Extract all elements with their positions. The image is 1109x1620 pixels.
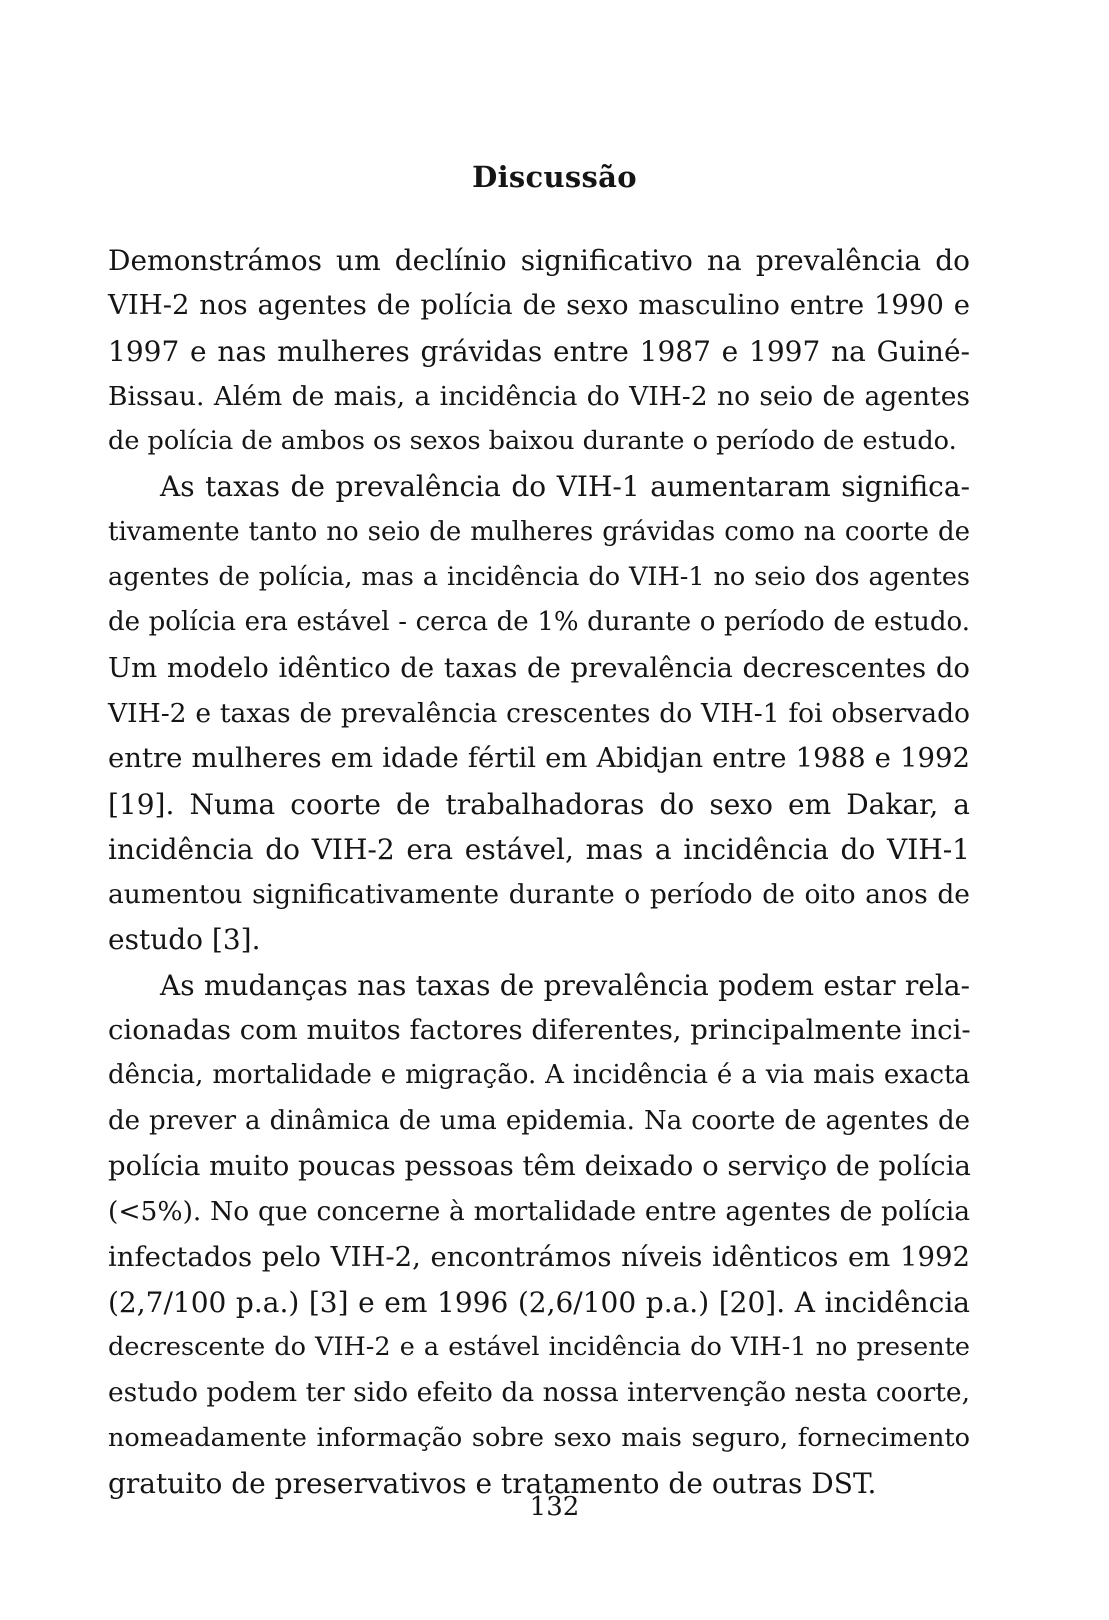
text-line: (<5%). No que concerne à mortalidade entre agentes de polícia bbox=[108, 1196, 970, 1228]
text-line: As mudanças nas taxas de prevalência podem estar rela- bbox=[160, 968, 970, 1002]
text-line: nomeadamente informação sobre sexo mais seguro, fornecimento bbox=[108, 1422, 970, 1453]
text-line: dência, mortalidade e migração. A incidência é a via mais exacta bbox=[108, 1060, 970, 1091]
text-line: incidência do VIH-2 era estável, mas a incidência do VIH-1 bbox=[108, 832, 970, 866]
text-line: 1997 e nas mulheres grávidas entre 1987 e 1997 na Guiné- bbox=[108, 334, 970, 368]
text-line: Bissau. Além de mais, a incidência do VIH-2 no seio de agentes bbox=[108, 380, 970, 412]
text-line: Demonstrámos um declínio significativo na prevalência do bbox=[108, 244, 970, 277]
text-line: gratuito de preservativos e tratamento de outras DST. bbox=[108, 1467, 877, 1501]
text-line: polícia muito poucas pessoas têm deixado o serviço de polícia bbox=[108, 1149, 971, 1182]
text-line: estudo podem ter sido efeito da nossa intervenção nesta coorte, bbox=[108, 1377, 970, 1409]
text-line: VIH-2 e taxas de prevalência crescentes do VIH-1 foi observado bbox=[108, 697, 970, 729]
text-line: de polícia de ambos os sexos baixou durante o período de estudo. bbox=[108, 426, 957, 457]
text-line: de prever a dinâmica de uma epidemia. Na coorte de agentes de bbox=[108, 1105, 970, 1136]
text-line: As taxas de prevalência do VIH-1 aumentaram significa- bbox=[160, 470, 970, 504]
section-heading: Discussão bbox=[472, 160, 637, 194]
text-line: infectados pelo VIH-2, encontrámos níveis idênticos em 1992 bbox=[108, 1240, 970, 1273]
text-line: (2,7/100 p.a.) [3] e em 1996 (2,6/100 p.a.) [20]. A incidência bbox=[108, 1285, 970, 1319]
text-line: cionadas com muitos factores diferentes, principalmente inci- bbox=[108, 1014, 971, 1047]
text-line: entre mulheres em idade fértil em Abidjan entre 1988 e 1992 bbox=[108, 742, 970, 775]
text-line: VIH-2 nos agentes de polícia de sexo masculino entre 1990 e bbox=[108, 289, 970, 322]
text-line: de polícia era estável - cerca de 1% durante o período de estudo. bbox=[108, 607, 970, 638]
page-number: 132 bbox=[529, 1492, 580, 1522]
text-line: Um modelo idêntico de taxas de prevalência decrescentes do bbox=[108, 651, 970, 684]
text-line: tivamente tanto no seio de mulheres grávidas como na coorte de bbox=[108, 516, 970, 547]
body-text bbox=[108, 238, 970, 1506]
text-line: [19]. Numa coorte de trabalhadoras do sexo em Dakar, a bbox=[108, 787, 970, 821]
text-line: agentes de polícia, mas a incidência do VIH-1 no seio dos agentes bbox=[108, 562, 970, 593]
text-line: decrescente do VIH-2 e a estável incidência do VIH-1 no presente bbox=[108, 1332, 970, 1363]
text-line: aumentou significativamente durante o período de oito anos de bbox=[108, 879, 970, 911]
text-line: estudo [3]. bbox=[108, 923, 261, 957]
